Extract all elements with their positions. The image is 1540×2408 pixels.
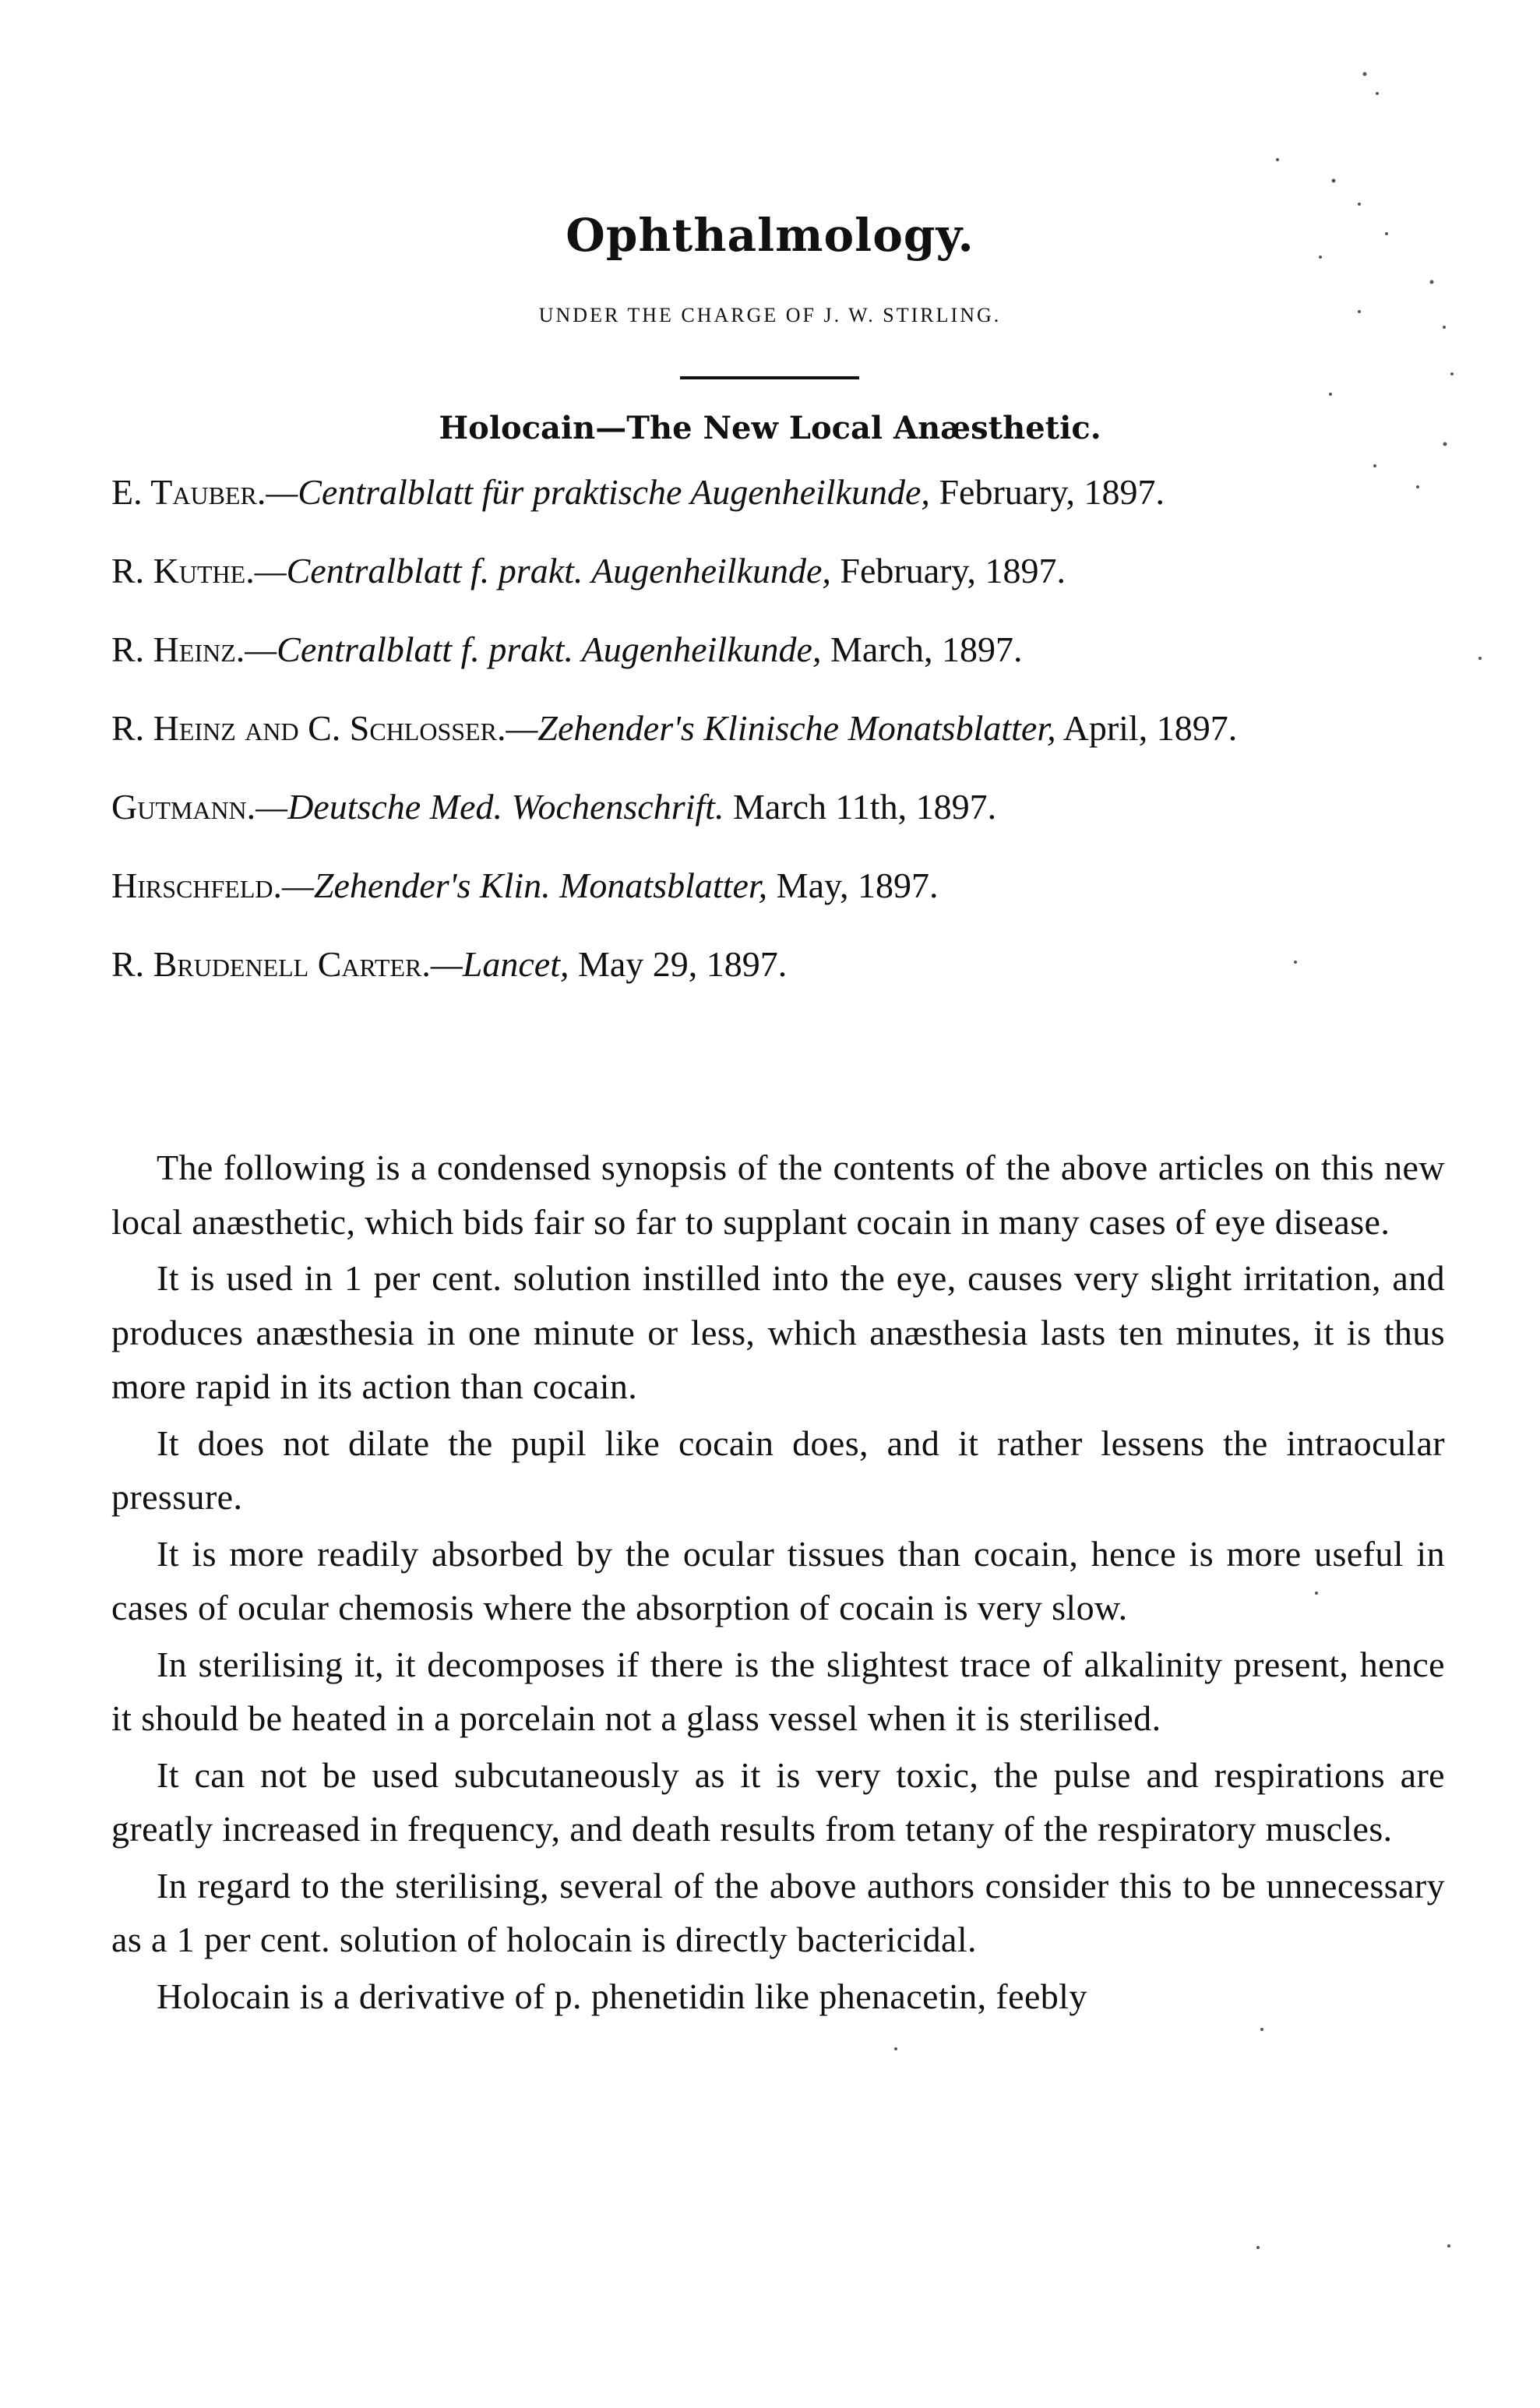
reference-item xyxy=(111,546,1443,595)
body-paragraph: In sterilising it, it decomposes if there is the slightest trace of alkalinity present, hence it should be heated in a porcelain not a glass vessel when it is sterilised. xyxy=(111,1644,1445,1738)
reference-list xyxy=(111,467,1443,1018)
reference-journal: —Centralblatt für praktische Augenheilkunde, xyxy=(266,472,930,512)
reference-date: February, 1897. xyxy=(830,551,1066,591)
reference-item xyxy=(111,861,1443,910)
reference-journal: —Centralblatt f. prakt. Augenheilkunde, xyxy=(254,551,831,591)
body-paragraph: The following is a condensed synopsis of the contents of the above articles on this new local anæsthetic, which bids fair so far to supplant cocain in many cases of eye disease. xyxy=(111,1148,1445,1242)
article-body xyxy=(111,1141,1445,2025)
reference-date: March 11th, 1897. xyxy=(724,787,997,827)
reference-date: May, 1897. xyxy=(767,866,939,905)
reference-author: E. Tauber. xyxy=(111,472,266,512)
reference-date: April, 1897. xyxy=(1055,708,1238,748)
body-paragraph: It can not be used subcutaneously as it is very toxic, the pulse and respirations are greatly increased in frequency, and death results from tetany of the respiratory muscles. xyxy=(111,1754,1445,1849)
reference-author: R. Heinz and C. Schlosser. xyxy=(111,708,506,748)
reference-journal: —Deutsche Med. Wochenschrift. xyxy=(255,787,724,827)
reference-date: February, 1897. xyxy=(929,472,1165,512)
reference-journal: —Zehender's Klinische Monatsblatter, xyxy=(506,708,1056,748)
reference-item xyxy=(111,625,1443,674)
reference-item xyxy=(111,940,1443,989)
section-title: Ophthalmology. xyxy=(566,209,974,262)
article-title: Holocain—The New Local Anæsthetic. xyxy=(439,410,1101,446)
reference-author: Hirschfeld. xyxy=(111,866,282,905)
body-paragraph: It does not dilate the pupil like cocain does, and it rather lessens the intraocular pressure. xyxy=(111,1423,1445,1517)
reference-date: March, 1897. xyxy=(821,629,1023,669)
reference-item xyxy=(111,782,1443,831)
reference-author: R. Heinz. xyxy=(111,629,245,669)
reference-author: R. Kuthe. xyxy=(111,551,255,591)
reference-author: R. Brudenell Carter. xyxy=(111,944,431,984)
body-paragraph: In regard to the sterilising, several of the above authors consider this to be unnecessary as a 1 per cent. solution of holocain is directly bactericidal. xyxy=(111,1865,1445,1959)
reference-author: Gutmann. xyxy=(111,787,256,827)
reference-journal: —Zehender's Klin. Monatsblatter, xyxy=(281,866,768,905)
body-paragraph: It is used in 1 per cent. solution instilled into the eye, causes very slight irritation, and produces anæsthesia in one minute or less, which anæsthesia lasts ten minutes, it is thus more rapid in its action than cocain. xyxy=(111,1258,1445,1406)
reference-date: May 29, 1897. xyxy=(569,944,788,984)
divider-rule xyxy=(680,376,859,379)
body-paragraph: Holocain is a derivative of p. phenetidin like phenacetin, feebly xyxy=(157,1976,1087,2016)
reference-journal: —Lancet, xyxy=(430,944,569,984)
reference-item xyxy=(111,703,1443,753)
body-paragraph: It is more readily absorbed by the ocular tissues than cocain, hence is more useful in cases of ocular chemosis where the absorption of cocain is very slow. xyxy=(111,1533,1445,1627)
reference-item xyxy=(111,467,1443,517)
section-editor: UNDER THE CHARGE OF J. W. STIRLING. xyxy=(538,304,1002,326)
reference-journal: —Centralblatt f. prakt. Augenheilkunde, xyxy=(245,629,822,669)
